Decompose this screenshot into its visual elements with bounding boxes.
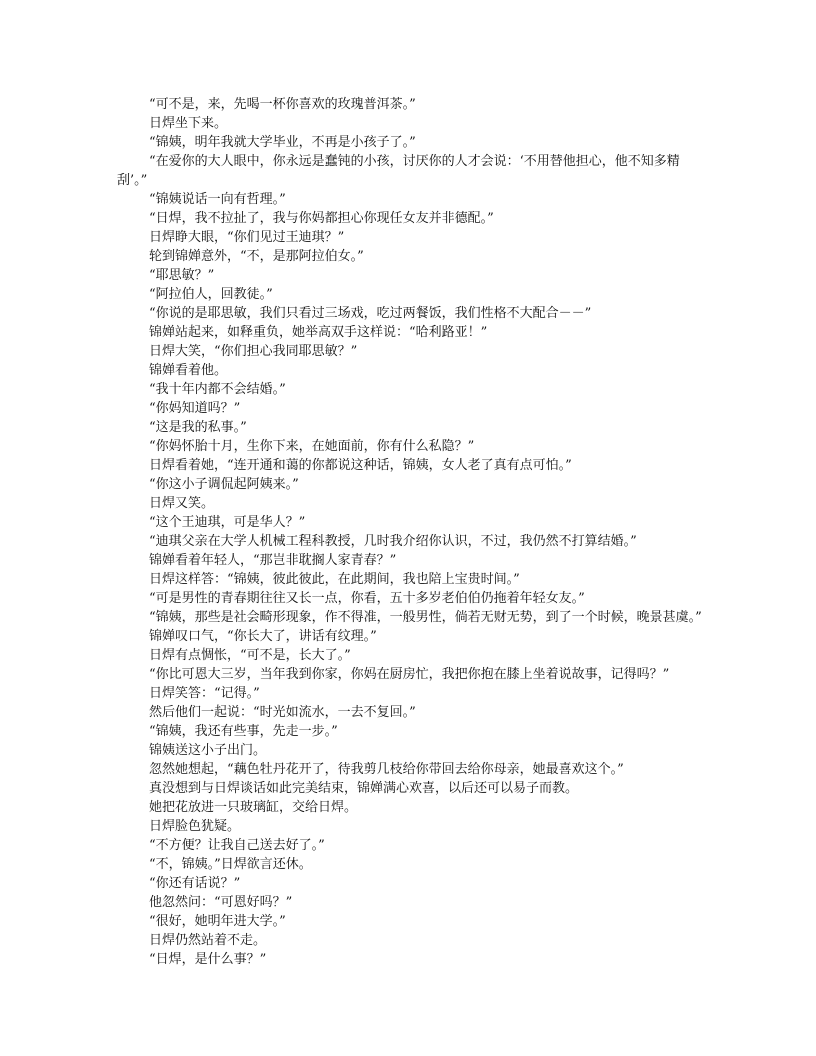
paragraph: 他忽然问：“可恩好吗？” — [149, 895, 293, 910]
paragraph: “锦姨，那些是社会畸形现象，作不得准，一般男性，倘若无财无势，到了一个时候，晚景甚虞。” — [149, 610, 702, 625]
paragraph: “可是男性的青春期往往又长一点，你看，五十多岁老伯伯仍拖着年轻女友。” — [149, 591, 585, 606]
paragraph: 忽然她想起，“藕色牡丹花开了，待我剪几枝给你带回去给你母亲，她最喜欢这个。” — [149, 762, 624, 777]
paragraph: “日焊，我不拉扯了，我与你妈都担心你现任女友并非德配。” — [149, 211, 494, 226]
paragraph: “我十年内都不会结婚。” — [149, 382, 286, 397]
paragraph: 然后他们一起说：“时光如流水，一去不复回。” — [149, 705, 416, 720]
paragraph: 锦婵叹口气，“你长大了，讲话有纹理。” — [149, 629, 377, 644]
paragraph: “这个王迪琪，可是华人？” — [149, 515, 306, 530]
paragraph: “锦姨，明年我就大学毕业，不再是小孩子了。” — [149, 135, 416, 150]
paragraph: 轮到锦婵意外，“不，是那阿拉伯女。” — [149, 249, 364, 264]
paragraph: 她把花放进一只玻璃缸，交给日焊。 — [149, 800, 358, 815]
paragraph: 日焊这样答：“锦姨，彼此彼此，在此期间，我也陪上宝贵时间。” — [149, 572, 520, 587]
paragraph: 日焊看着她，“连开通和蔼的你都说这种话，锦姨，女人老了真有点可怕。” — [149, 458, 572, 473]
paragraph: 日焊仍然站着不走。 — [149, 933, 267, 948]
paragraph: 锦婵看着他。 — [149, 363, 228, 378]
paragraph: “在爱你的大人眼中，你永远是蠢钝的小孩，讨厌你的人才会说：‘不用替他担心，他不知多精刮’。” — [117, 154, 680, 188]
paragraph: “你妈怀胎十月，生你下来，在她面前，你有什么私隐？” — [149, 439, 475, 454]
paragraph: 真没想到与日焊谈话如此完美结束，锦婵满心欢喜，以后还可以易子而教。 — [149, 781, 579, 796]
paragraph: “不，锦姨。”日焊欲言还休。 — [149, 857, 312, 872]
paragraph: 锦姨送这小子出门。 — [149, 743, 267, 758]
paragraph: “阿拉伯人，回教徒。” — [149, 287, 273, 302]
paragraph: “你说的是耶思敏，我们只看过三场戏，吃过两餐饭，我们性格不大配合－－” — [149, 306, 592, 321]
paragraph: “日焊，是什么事？” — [149, 952, 267, 967]
paragraph: “你这小子调侃起阿姨来。” — [149, 477, 299, 492]
paragraph: “不方便？让我自己送去好了。” — [149, 838, 325, 853]
paragraph: “这是我的私事。” — [149, 420, 247, 435]
paragraph: 日焊睁大眼，“你们见过王迪琪？” — [149, 230, 345, 245]
paragraph: “你比可恩大三岁，当年我到你家，你妈在厨房忙，我把你抱在膝上坐着说故事，记得吗？” — [149, 667, 670, 682]
paragraph: 日焊脸色犹疑。 — [149, 819, 241, 834]
paragraph: 日焊笑答：“记得。” — [149, 686, 260, 701]
paragraph: “迪琪父亲在大学人机械工程科教授，几时我介绍你认识，不过，我仍然不打算结婚。” — [149, 534, 637, 549]
paragraph: “很好，她明年进大学。” — [149, 914, 286, 929]
paragraph: “你还有话说？” — [149, 876, 241, 891]
paragraph: “可不是，来，先喝一杯你喜欢的玫瑰普洱茶。” — [149, 97, 416, 112]
paragraph: “锦姨说话一向有哲理。” — [149, 192, 286, 207]
paragraph: “耶思敏？” — [149, 268, 215, 283]
paragraph: 日焊又笑。 — [149, 496, 215, 511]
paragraph: 日焊有点惆怅，“可不是，长大了。” — [149, 648, 351, 663]
paragraph: “你妈知道吗？” — [149, 401, 241, 416]
paragraph: 日焊坐下来。 — [149, 116, 228, 131]
paragraph: 锦婵看着年轻人，“那岂非耽搁人家青春？” — [149, 553, 397, 568]
paragraph: 日焊大笑，“你们担心我同耶思敏？” — [149, 344, 358, 359]
body-text — [117, 95, 702, 969]
paragraph: 锦婵站起来，如释重负，她举高双手这样说：“哈利路亚！” — [149, 325, 488, 340]
paragraph: “锦姨，我还有些事，先走一步。” — [149, 724, 338, 739]
